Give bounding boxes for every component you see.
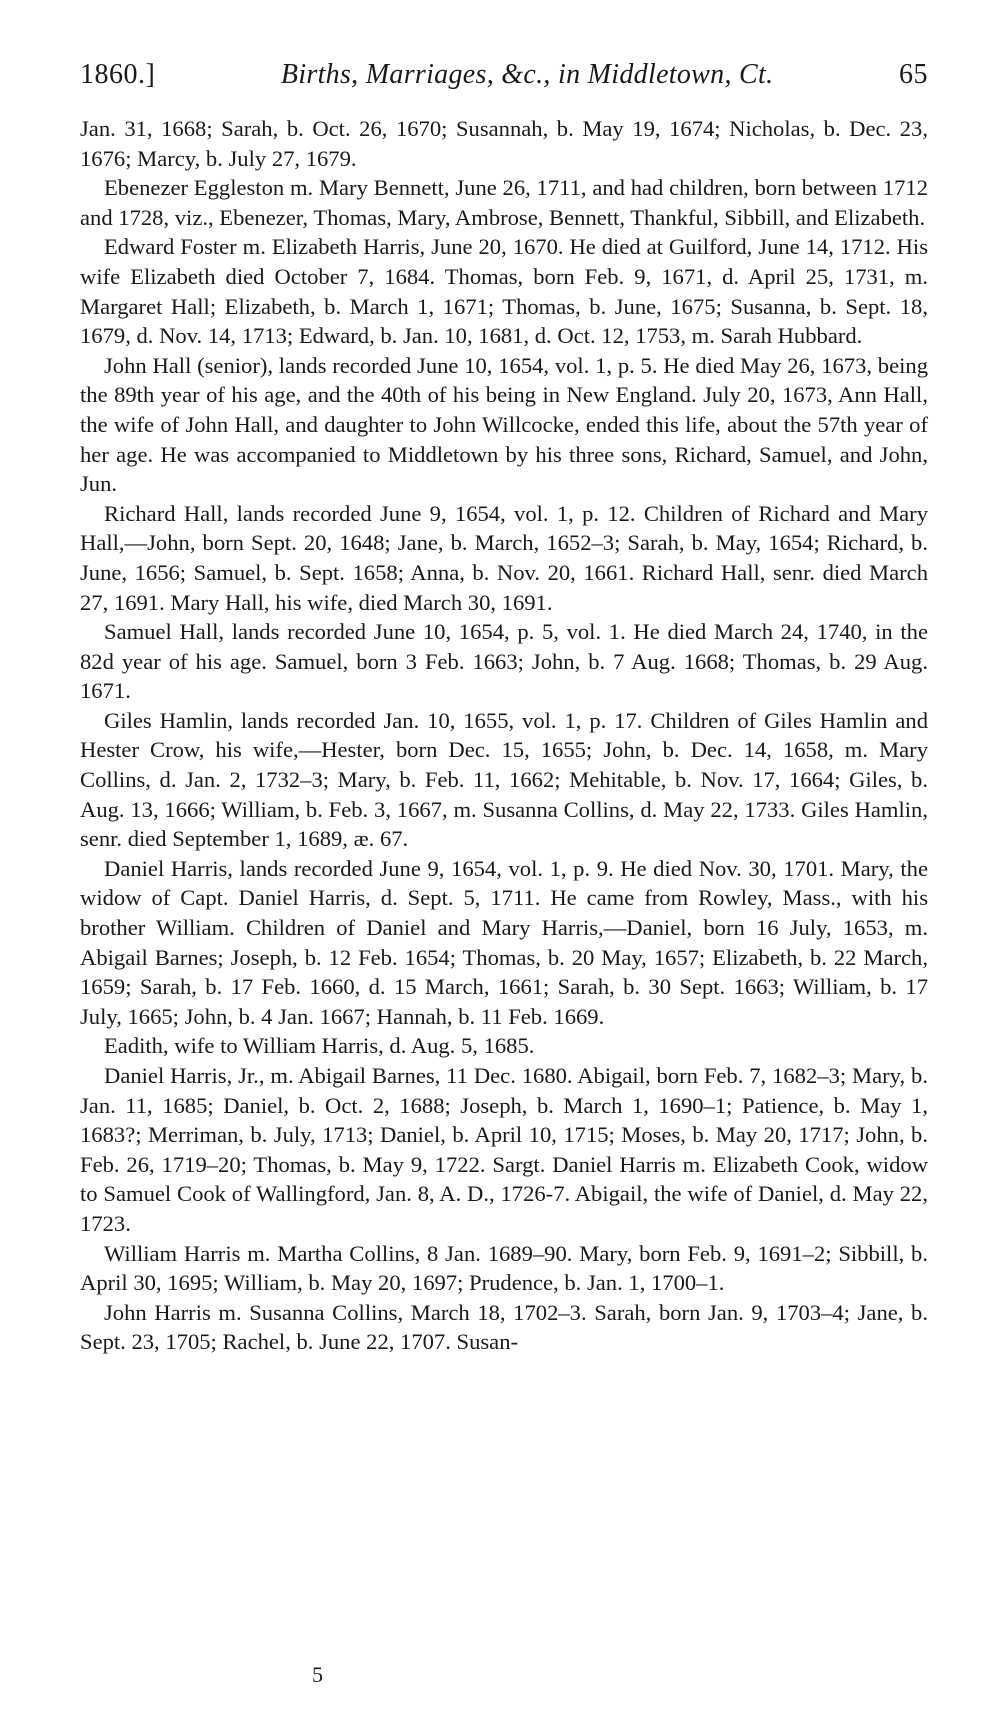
paragraph-eggleston: Ebenezer Eggleston m. Mary Bennett, June 26, 1711, and had children, born between 1712 and 1728, viz., Ebenezer, Thomas, Mary, Ambrose, Bennett, Thankful, Sibbill, and Elizabeth. (80, 175, 928, 230)
paragraph-john-hall: John Hall (senior), lands recorded June 10, 1654, vol. 1, p. 5. He died May 26, 1673, being the 89th year of his age, and the 40th of his being in New England. July 20, 1673, Ann Hall, the wife of John Hall, and daughter to John Willcocke, ended this life, about the 57th year of her age. He was accompanied to Middletown by his three sons, Richard, Samuel, and John, Jun. (80, 352, 928, 497)
page-number: 65 (899, 59, 928, 90)
paragraph-giles-hamlin: Giles Hamlin, lands recorded Jan. 10, 1655, vol. 1, p. 17. Children of Giles Hamlin and Hester Crow, his wife,—Hester, born Dec. 15, 1655; John, b. Dec. 14, 1658, m. Mary Collins, d. Jan. 2, 1732–3; Mary, b. Feb. 11, 1662; Mehitable, b. Nov. 17, 1664; Giles, b. Aug. 13, 1666; William, b. Feb. 3, 1667, m. Susanna Collins, d. May 22, 1733. Giles Hamlin, senr. died September 1, 1689, æ. 67. (80, 707, 928, 852)
signature-mark: 5 (312, 1662, 323, 1687)
paragraph-richard-hall: Richard Hall, lands recorded June 9, 1654, vol. 1, p. 12. Children of Richard and Mary Hall,—John, born Sept. 20, 1648; Jane, b. March, 1652–3; Sarah, b. May, 1654; Richard, b. June, 1656; Samuel, b. Sept. 1658; Anna, b. Nov. 20, 1661. Richard Hall, senr. died March 27, 1691. Mary Hall, his wife, died March 30, 1691. (80, 500, 928, 615)
paragraph-daniel-harris: Daniel Harris, lands recorded June 9, 1654, vol. 1, p. 9. He died Nov. 30, 1701. Mary, the widow of Capt. Daniel Harris, d. Sept. 5, 1711. He came from Rowley, Mass., with his brother William. Children of Daniel and Mary Harris,—Daniel, born 16 July, 1653, m. Abigail Barnes; Joseph, b. 12 Feb. 1654; Thomas, b. 20 May, 1657; Elizabeth, b. 22 March, 1659; Sarah, b. 17 Feb. 1660, d. 15 March, 1661; Sarah, b. 30 Sept. 1663; William, b. 17 July, 1665; John, b. 4 Jan. 1667; Hannah, b. 11 Feb. 1669. (80, 855, 928, 1029)
running-head (80, 58, 928, 92)
page (80, 58, 928, 1357)
paragraph-john-harris: John Harris m. Susanna Collins, March 18, 1702–3. Sarah, born Jan. 9, 1703–4; Jane, b. Sept. 23, 1705; Rachel, b. June 22, 1707. Susan- (80, 1299, 928, 1355)
paragraph-foster: Edward Foster m. Elizabeth Harris, June 20, 1670. He died at Guilford, June 14, 1712. His wife Elizabeth died October 7, 1684. Thomas, born Feb. 9, 1671, d. April 25, 1731, m. Margaret Hall; Elizabeth, b. March 1, 1671; Thomas, b. June, 1675; Susanna, b. Sept. 18, 1679, d. Nov. 14, 1713; Edward, b. Jan. 10, 1681, d. Oct. 12, 1753, m. Sarah Hubbard. (80, 234, 928, 349)
header-title: Births, Marriages, &c., in Middletown, Ct. (280, 59, 774, 90)
paragraph-continued: Jan. 31, 1668; Sarah, b. Oct. 26, 1670; Susannah, b. May 19, 1674; Nicholas, b. Dec. 23, 1676; Marcy, b. July 27, 1679. (80, 116, 928, 171)
paragraph-daniel-harris-jr: Daniel Harris, Jr., m. Abigail Barnes, 11 Dec. 1680. Abigail, born Feb. 7, 1682–3; Mary, b. Jan. 11, 1685; Daniel, b. Oct. 2, 1688; Joseph, b. March 1, 1690–1; Patience, b. May 1, 1683?; Merriman, b. July, 1713; Daniel, b. April 10, 1715; Moses, b. May 20, 1717; John, b. Feb. 26, 1719–20; Thomas, b. May 9, 1722. Sargt. Daniel Harris m. Elizabeth Cook, widow to Samuel Cook of Wallingford, Jan. 8, A. D., 1726-7. Abigail, the wife of Daniel, d. May 22, 1723. (80, 1063, 928, 1236)
paragraph-samuel-hall: Samuel Hall, lands recorded June 10, 1654, p. 5, vol. 1. He died March 24, 1740, in the 82d year of his age. Samuel, born 3 Feb. 1663; John, b. 7 Aug. 1668; Thomas, b. 29 Aug. 1671. (80, 619, 928, 704)
header-year: 1860.] (80, 59, 156, 90)
paragraph-william-harris: William Harris m. Martha Collins, 8 Jan. 1689–90. Mary, born Feb. 9, 1691–2; Sibbill, b. April 30, 1695; William, b. May 20, 1697; Prudence, b. Jan. 1, 1700–1. (80, 1240, 928, 1296)
paragraph-eadith: Eadith, wife to William Harris, d. Aug. 5, 1685. (104, 1033, 535, 1059)
body-text (80, 114, 928, 1357)
